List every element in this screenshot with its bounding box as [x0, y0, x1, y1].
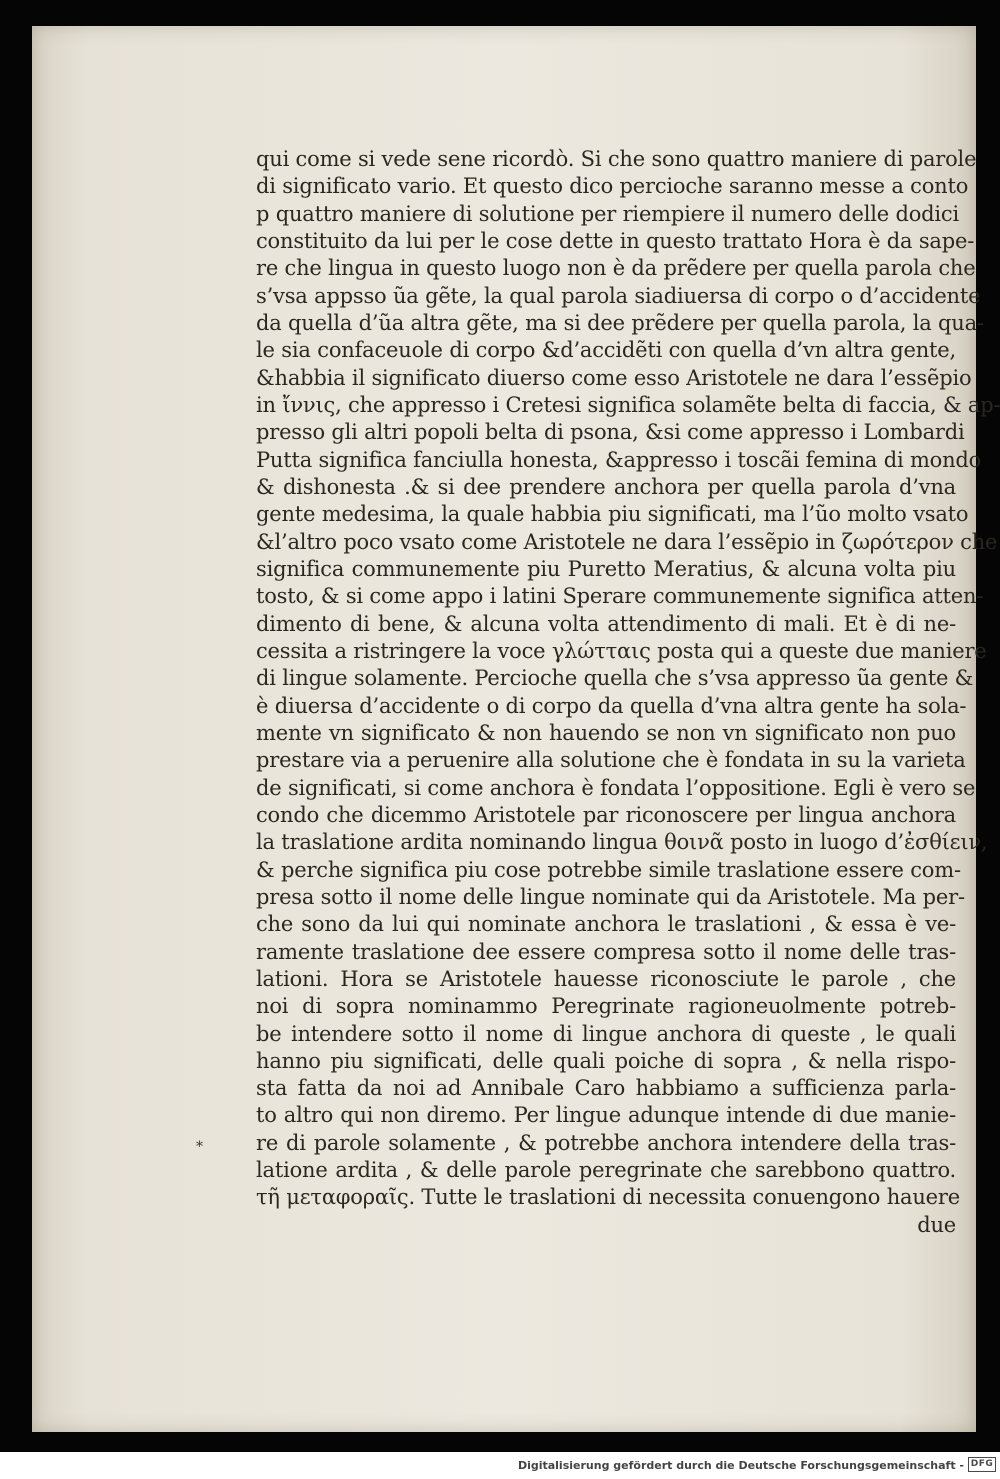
- text-line: presso gli altri popoli belta di psona, &si come appresso i Lombardi: [256, 420, 965, 445]
- text-line: sta fatta da noi ad Annibale Caro habbiamo a sufficienza parla-: [256, 1076, 956, 1101]
- text-line: s’vsa appsso ũa gẽte, la qual parola siadiuersa di corpo o d’accidente: [256, 283, 981, 308]
- text-line: in ἴννις, che appresso i Cretesi significa solamẽte belta di faccia, & ap-: [256, 392, 1000, 417]
- text-line: tosto, & si come appo i latini Sperare communemente significa atten-: [256, 584, 984, 609]
- text-line: gente medesima, la quale habbia piu significati, ma l’ũo molto vsato: [256, 502, 969, 527]
- text-line: di significato vario. Et questo dico percioche saranno messe a conto: [256, 174, 969, 199]
- text-line: mente vn significato & non hauendo se non vn significato non puo: [256, 720, 956, 745]
- funding-note: Digitalisierung gefördert durch die Deutsche Forschungsgemeinschaft -: [517, 1459, 964, 1472]
- text-line: cessita a ristringere la voce γλώτταις posta qui a queste due maniere: [256, 638, 987, 663]
- text-line: noi di sopra nominammo Peregrinate ragioneuolmente potreb-: [256, 994, 956, 1019]
- text-line: da quella d’ũa altra gẽte, ma si dee prẽdere per quella parola, la qua-: [256, 310, 984, 335]
- text-line: & perche significa piu cose potrebbe simile traslatione essere com-: [256, 857, 961, 882]
- text-line: re che lingua in questo luogo non è da prẽdere per quella parola che: [256, 256, 976, 281]
- catchword: due: [917, 1212, 956, 1237]
- dfg-logo-icon: DFG: [968, 1457, 996, 1472]
- text-line: presa sotto il nome delle lingue nominate qui da Aristotele. Ma per-: [256, 884, 965, 909]
- text-line: è diuersa d’accidente o di corpo da quella d’vna altra gente ha sola-: [256, 693, 967, 718]
- text-line: Putta significa fanciulla honesta, &appresso i toscãi femina di mondo: [256, 447, 982, 472]
- text-line: dimento di bene, & alcuna volta attendimento di mali. Et è di ne-: [256, 611, 956, 636]
- footer-bar: [0, 1452, 1000, 1479]
- text-line: lationi. Hora se Aristotele hauesse riconosciute le parole , che: [256, 966, 956, 991]
- text-line: re di parole solamente , & potrebbe anchora intendere della tras-: [256, 1130, 956, 1155]
- text-line: &l’altro poco vsato come Aristotele ne dara l’essẽpio in ζωρότερον che: [256, 529, 998, 554]
- text-line: p quattro maniere di solutione per riempiere il numero delle dodici: [256, 201, 959, 226]
- text-line: hanno piu significati, delle quali poiche di sopra , & nella rispo-: [256, 1048, 956, 1073]
- text-line: constituito da lui per le cose dette in questo trattato Hora è da sape-: [256, 228, 975, 253]
- text-line: qui come si vede sene ricordò. Si che sono quattro maniere di parole: [256, 147, 977, 171]
- text-line: che sono da lui qui nominate anchora le traslationi , & essa è ve-: [256, 912, 956, 937]
- body-text: [256, 146, 1000, 1239]
- text-line: ramente traslatione dee essere compresa sotto il nome delle tras-: [256, 939, 956, 964]
- text-line: prestare via a peruenire alla solutione che è fondata in su la varieta: [256, 748, 966, 773]
- text-line: di lingue solamente. Percioche quella che s’vsa appresso ũa gente &: [256, 666, 974, 691]
- text-line: la traslatione ardita nominando lingua θοινᾶ posto in luogo d’ἐσθίειν,: [256, 830, 988, 855]
- text-line: condo che dicemmo Aristotele par riconoscere per lingua anchora: [256, 802, 956, 827]
- text-line: & dishonesta .& si dee prendere anchora per quella parola d’vna: [256, 474, 956, 499]
- text-line: τῆ μεταφοραῖς. Tutte le traslationi di necessita conuengono hauere: [256, 1185, 960, 1210]
- text-line: latione ardita , & delle parole peregrinate che sarebbono quattro.: [256, 1158, 956, 1183]
- text-line: de significati, si come anchora è fondata l’oppositione. Egli è vero se: [256, 775, 976, 800]
- text-line: significa communemente piu Puretto Meratius, & alcuna volta piu: [256, 556, 956, 581]
- margin-mark: *: [196, 1139, 203, 1155]
- text-line: be intendere sotto il nome di lingue anchora di queste , le quali: [256, 1021, 956, 1046]
- book-page: [32, 26, 1000, 1432]
- text-line: le sia confaceuole di corpo &d’accidẽti con quella d’vn altra gente,: [256, 338, 956, 363]
- text-line: to altro qui non diremo. Per lingue adunque intende di due manie-: [256, 1103, 956, 1128]
- text-line: &habbia il significato diuerso come esso Aristotele ne dara l’essẽpio: [256, 365, 972, 390]
